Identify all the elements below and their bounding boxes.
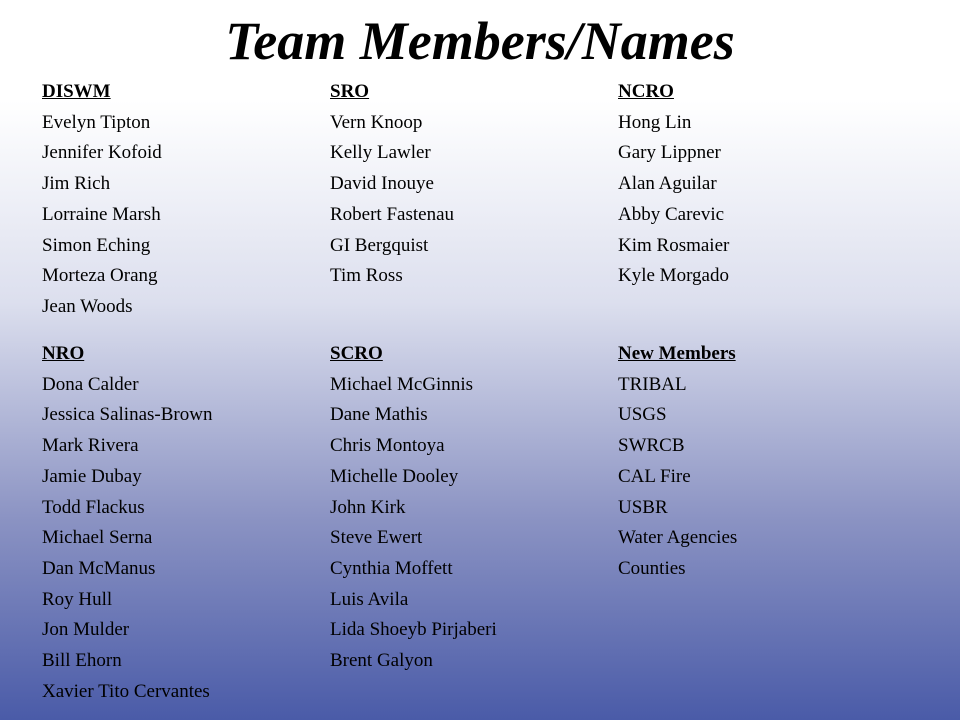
member-name: Water Agencies xyxy=(618,527,738,549)
member-name: Dane Mathis xyxy=(330,404,428,426)
member-name: Dan McManus xyxy=(42,557,156,579)
member-name: Jamie Dubay xyxy=(42,465,142,487)
member-name: SWRCB xyxy=(618,435,685,457)
member-name: Gary Lippner xyxy=(618,142,721,164)
group-sro xyxy=(330,77,454,292)
member-name: Kyle Morgado xyxy=(618,265,729,287)
member-name: Counties xyxy=(618,557,686,579)
member-name: Evelyn Tipton xyxy=(42,111,151,133)
group-heading: NRO xyxy=(42,343,85,364)
member-name: Brent Galyon xyxy=(330,650,433,672)
member-name: Michelle Dooley xyxy=(330,465,459,487)
member-name: Kim Rosmaier xyxy=(618,234,730,256)
group-nro xyxy=(42,339,212,707)
member-name: Vern Knoop xyxy=(330,111,423,133)
member-name: Alan Aguilar xyxy=(618,173,717,195)
member-name: Abby Carevic xyxy=(618,203,725,225)
member-list xyxy=(618,370,737,585)
member-list xyxy=(330,370,497,677)
group-scro xyxy=(330,339,497,677)
member-name: Robert Fastenau xyxy=(330,203,455,225)
member-name: Steve Ewert xyxy=(330,527,423,549)
member-name: Dona Calder xyxy=(42,373,139,395)
member-name: Hong Lin xyxy=(618,111,692,133)
group-heading: New Members xyxy=(618,343,736,364)
group-diswm xyxy=(42,77,162,323)
member-name: John Kirk xyxy=(330,496,406,518)
member-list xyxy=(330,108,454,292)
member-name: Michael McGinnis xyxy=(330,373,474,395)
member-list xyxy=(618,108,729,292)
member-name: Jim Rich xyxy=(42,173,111,195)
member-name: Simon Eching xyxy=(42,234,151,256)
member-name: Bill Ehorn xyxy=(42,650,122,672)
member-name: GI Bergquist xyxy=(330,234,429,256)
member-name: Lorraine Marsh xyxy=(42,203,161,225)
group-ncro xyxy=(618,77,729,292)
group-heading: DISWM xyxy=(42,81,111,102)
member-list xyxy=(42,108,162,323)
member-name: TRIBAL xyxy=(618,373,687,395)
member-name: Jean Woods xyxy=(42,295,133,317)
member-name: Jessica Salinas-Brown xyxy=(42,404,213,426)
member-name: USBR xyxy=(618,496,668,518)
member-name: Mark Rivera xyxy=(42,435,139,457)
member-name: Xavier Tito Cervantes xyxy=(42,680,210,702)
slide-title: Team Members/Names xyxy=(225,11,735,71)
member-name: USGS xyxy=(618,404,667,426)
member-name: Morteza Orang xyxy=(42,265,158,287)
member-name: Todd Flackus xyxy=(42,496,145,518)
group-heading: NCRO xyxy=(618,81,674,102)
member-name: Roy Hull xyxy=(42,588,113,610)
group-heading: SCRO xyxy=(330,343,383,364)
member-name: Lida Shoeyb Pirjaberi xyxy=(330,619,497,641)
group-heading: SRO xyxy=(330,81,370,102)
member-name: Jennifer Kofoid xyxy=(42,142,162,164)
group-new-members xyxy=(618,339,737,585)
member-name: Cynthia Moffett xyxy=(330,557,453,579)
member-name: Chris Montoya xyxy=(330,435,445,457)
member-name: David Inouye xyxy=(330,173,434,195)
member-name: CAL Fire xyxy=(618,465,691,487)
member-name: Luis Avila xyxy=(330,588,409,610)
member-name: Kelly Lawler xyxy=(330,142,431,164)
member-name: Tim Ross xyxy=(330,265,403,287)
member-name: Jon Mulder xyxy=(42,619,130,641)
member-name: Michael Serna xyxy=(42,527,153,549)
member-list xyxy=(42,370,212,708)
